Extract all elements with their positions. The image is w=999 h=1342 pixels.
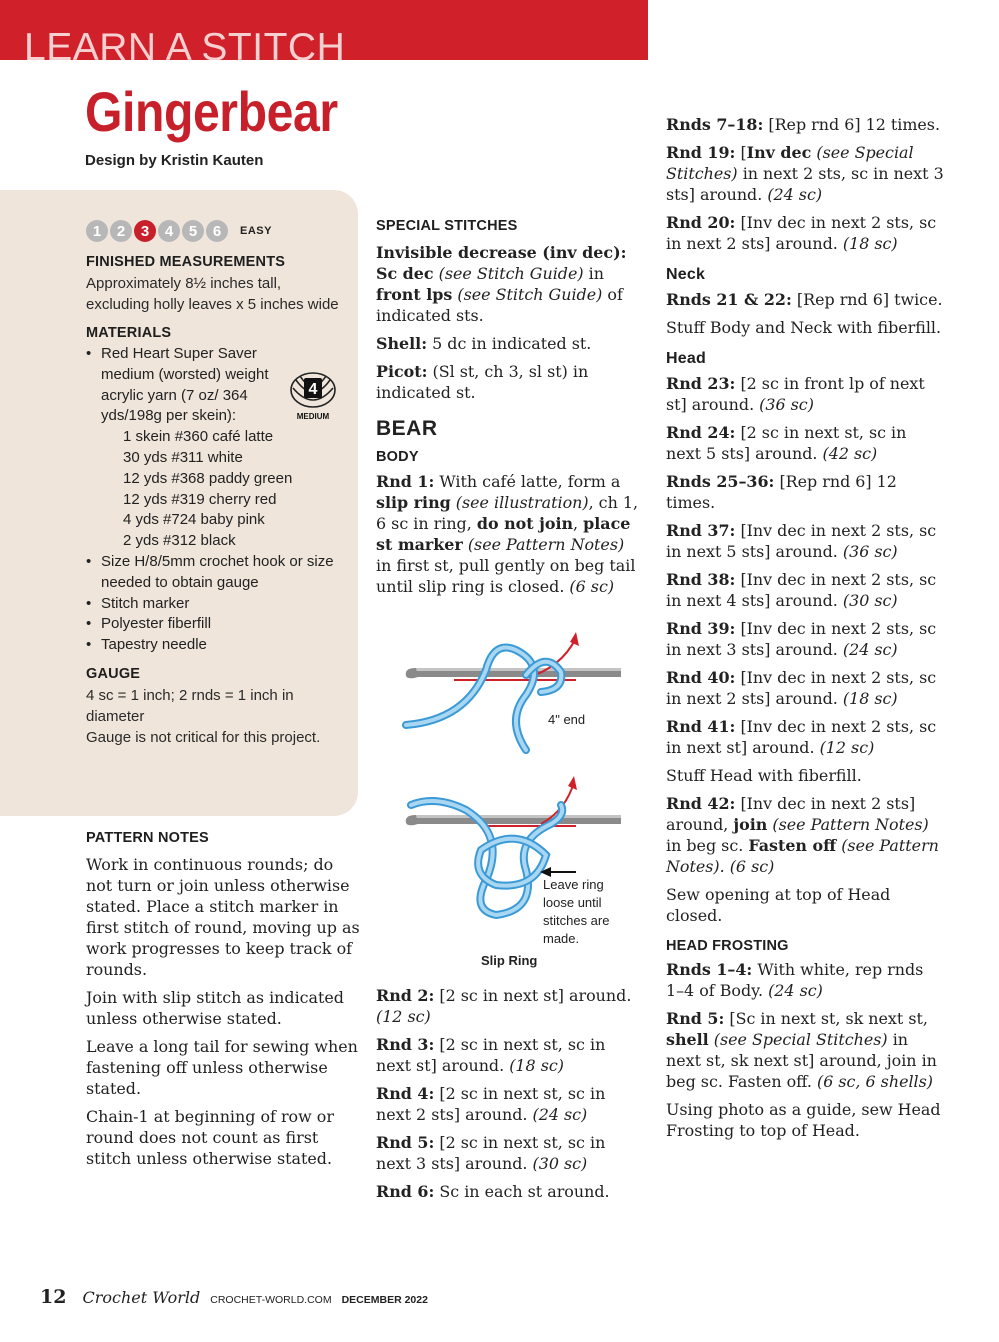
round-label: Rnds 7–18: bbox=[666, 115, 764, 134]
text: [Rep rnd 6] 12 times. bbox=[763, 115, 941, 134]
pattern-notes bbox=[86, 830, 360, 1176]
list-item: • Tapestry needle bbox=[86, 635, 348, 656]
text: [Rep rnd 6] 12 times. bbox=[666, 472, 897, 512]
frosting-rounds-1-4 bbox=[666, 959, 944, 1001]
round-37 bbox=[666, 520, 944, 562]
text: [Inv dec in next 2 sts, sc in next st] around. bbox=[666, 717, 937, 757]
round-1 bbox=[376, 471, 640, 597]
page-title: Gingerbear bbox=[85, 80, 338, 143]
website: CROCHET-WORLD.COM bbox=[210, 1294, 332, 1306]
sew-opening: Sew opening at top of Head closed. bbox=[666, 885, 891, 925]
body-heading: BODY bbox=[376, 449, 419, 465]
round-19 bbox=[666, 142, 944, 205]
text: in beg sc. bbox=[666, 836, 749, 855]
inv-dec-term: Inv dec bbox=[746, 143, 812, 162]
gauge-heading: GAUGE bbox=[86, 665, 141, 682]
frosting-round-5 bbox=[666, 1008, 944, 1092]
round-5 bbox=[376, 1132, 640, 1174]
yarn-weight-number: 4 bbox=[308, 381, 318, 398]
materials-list bbox=[86, 344, 348, 656]
page-footer bbox=[40, 1286, 428, 1308]
skill-level bbox=[86, 218, 348, 244]
round-6 bbox=[376, 1181, 640, 1202]
text: [2 sc in next st, sc in next 2 sts] around. bbox=[376, 1084, 606, 1124]
round-label: Rnd 38: bbox=[666, 570, 736, 589]
see-ref: (see Special Stitches) bbox=[666, 143, 914, 183]
stitch-count: (12 sc) bbox=[376, 1007, 431, 1026]
text: With café latte, form a bbox=[434, 472, 621, 491]
text: [2 sc in next st] around. bbox=[434, 986, 632, 1005]
list-item: 12 yds #319 cherry red bbox=[123, 490, 277, 508]
skill-level-label: EASY bbox=[240, 225, 272, 237]
header-banner bbox=[0, 0, 648, 60]
list-item: • Red Heart Super Saver medium (worsted) weight acrylic yarn (7 oz/ 364 yds/198g per skein): bbox=[86, 344, 348, 427]
place-marker-term: place st marker bbox=[376, 514, 631, 554]
skill-level-4: 4 bbox=[158, 220, 180, 242]
pattern-notes-heading: PATTERN NOTES bbox=[86, 830, 209, 846]
skill-level-1: 1 bbox=[86, 220, 108, 242]
rounds-25-36 bbox=[666, 471, 944, 513]
shell-label: Shell: bbox=[376, 334, 428, 353]
list-item: 2 yds #312 black bbox=[123, 532, 236, 550]
text: [Inv dec in next 2 sts, sc in next 4 sts] around. bbox=[666, 570, 937, 610]
round-label: Rnd 41: bbox=[666, 717, 736, 736]
special-stitches-heading: SPECIAL STITCHES bbox=[376, 218, 518, 234]
instructions-column-2 bbox=[376, 218, 640, 1209]
leave-label: loose until bbox=[543, 895, 602, 910]
round-3 bbox=[376, 1034, 640, 1076]
list-item: 12 yds #368 paddy green bbox=[123, 469, 293, 487]
leave-label: stitches are bbox=[543, 913, 610, 928]
round-40 bbox=[666, 667, 944, 709]
materials-heading: MATERIALS bbox=[86, 325, 172, 341]
see-ref: (see Pattern Notes). (6 sc) bbox=[666, 836, 939, 876]
list-item: 1 skein #360 café latte bbox=[123, 428, 274, 446]
stitch-count: (12 sc) bbox=[819, 738, 875, 757]
round-label: Rnd 23: bbox=[666, 374, 736, 393]
bear-heading: BEAR bbox=[376, 417, 438, 440]
skill-level-5: 5 bbox=[182, 220, 204, 242]
round-label: Rnd 6: bbox=[376, 1182, 435, 1201]
round-label: Rnd 37: bbox=[666, 521, 736, 540]
stitch-count: (6 sc) bbox=[569, 577, 615, 596]
sidebar-content bbox=[86, 218, 348, 748]
round-label: Rnd 5: bbox=[666, 1009, 725, 1028]
final-instruction: Using photo as a guide, sew Head Frosting to top of Head. bbox=[666, 1100, 941, 1140]
stitch-count: (24 sc) bbox=[842, 640, 898, 659]
round-label: Rnd 2: bbox=[376, 986, 435, 1005]
pattern-note: Work in continuous rounds; do not turn or join unless otherwise stated. Place a stitch marker in first stitch of round, moving up as work progresses to keep track of rounds. bbox=[86, 855, 360, 979]
round-label: Rnd 20: bbox=[666, 213, 736, 232]
stitch-count: (36 sc) bbox=[842, 542, 898, 561]
stitch-count: (18 sc) bbox=[842, 689, 898, 708]
leave-label: made. bbox=[543, 931, 580, 946]
instructions-column-3 bbox=[666, 114, 944, 1148]
gauge-note: Gauge is not critical for this project. bbox=[86, 728, 321, 746]
round-20 bbox=[666, 212, 944, 254]
shell-text: 5 dc in indicated st. bbox=[427, 334, 592, 353]
skill-level-6: 6 bbox=[206, 220, 228, 242]
round-label: Rnd 40: bbox=[666, 668, 736, 687]
slip-ring-term: slip ring bbox=[376, 493, 451, 512]
rounds-7-18 bbox=[666, 114, 944, 135]
pattern-note: Join with slip stitch as indicated unless otherwise stated. bbox=[86, 988, 344, 1028]
stitch-count: (24 sc) bbox=[532, 1105, 588, 1124]
text: in bbox=[583, 264, 604, 283]
special-stitch-picot bbox=[376, 361, 640, 403]
stitch-count: (6 sc, 6 shells) bbox=[817, 1072, 933, 1091]
text: [Inv dec in next 2 sts, sc in next 2 sts] around. bbox=[666, 668, 937, 708]
stuff-body: Stuff Body and Neck with fiberfill. bbox=[666, 318, 942, 337]
round-4 bbox=[376, 1083, 640, 1125]
finished-measurements-text: Approximately 8½ inches tall, excluding holly leaves x 5 inches wide bbox=[86, 275, 339, 313]
round-42 bbox=[666, 793, 944, 877]
inv-dec-label: Invisible decrease (inv dec): bbox=[376, 243, 627, 262]
text: in first st, pull gently on beg tail until slip ring is closed. bbox=[376, 556, 636, 596]
neck-heading: Neck bbox=[666, 266, 706, 283]
rounds-21-22 bbox=[666, 289, 944, 310]
stitch-count: (30 sc) bbox=[842, 591, 898, 610]
head-frosting-heading: HEAD FROSTING bbox=[666, 938, 789, 954]
stitch-count: (18 sc) bbox=[509, 1056, 564, 1075]
round-label: Rnd 1: bbox=[376, 472, 435, 491]
finished-measurements-heading: FINISHED MEASUREMENTS bbox=[86, 254, 286, 270]
list-item: 30 yds #311 white bbox=[123, 448, 243, 466]
pattern-note: Chain-1 at beginning of row or round does not count as first stitch unless otherwise stated. bbox=[86, 1107, 334, 1168]
round-label: Rnd 3: bbox=[376, 1035, 435, 1054]
fasten-off-term: Fasten off bbox=[748, 836, 837, 855]
slip-ring-diagram bbox=[376, 610, 640, 970]
see-ref: (see Pattern Notes) bbox=[462, 535, 625, 554]
picot-label: Picot: bbox=[376, 362, 428, 381]
round-label: Rnd 19: bbox=[666, 143, 736, 162]
stitch-count: (24 sc) bbox=[767, 185, 823, 204]
text: [2 sc in next st, sc in next 3 sts] around. bbox=[376, 1133, 606, 1173]
see-ref: (see illustration) bbox=[450, 493, 589, 512]
see-ref: (see Special Stitches) bbox=[708, 1030, 888, 1049]
skill-level-2: 2 bbox=[110, 220, 132, 242]
join-term: join bbox=[733, 815, 768, 834]
section-label: LEARN A STITCH bbox=[24, 26, 346, 60]
list-item: • Polyester fiberfill bbox=[86, 614, 348, 635]
stitch-count: (30 sc) bbox=[532, 1154, 588, 1173]
text: [2 sc in next st, sc in next st] around. bbox=[376, 1035, 606, 1075]
text: in next 2 sts, sc in next 3 sts] around. bbox=[666, 164, 944, 204]
round-label: Rnd 5: bbox=[376, 1133, 435, 1152]
round-label: Rnd 24: bbox=[666, 423, 736, 442]
text: [2 sc in next st, sc in next 5 sts] around. bbox=[666, 423, 907, 463]
text: [Inv dec in next 2 sts] around, bbox=[666, 794, 916, 834]
front-lps-label: front lps bbox=[376, 285, 453, 304]
stitch-guide-ref: (see Stitch Guide) bbox=[438, 264, 584, 283]
round-2 bbox=[376, 985, 640, 1027]
list-item: • Size H/8/5mm crochet hook or size needed to obtain gauge bbox=[86, 552, 348, 594]
pattern-note: Leave a long tail for sewing when fastening off unless otherwise stated. bbox=[86, 1037, 358, 1098]
special-stitch-inv-dec bbox=[376, 242, 640, 326]
text: [Inv dec in next 2 sts, sc in next 5 sts] around. bbox=[666, 521, 937, 561]
page-number: 12 bbox=[40, 1286, 67, 1308]
list-item: 4 yds #724 baby pink bbox=[123, 511, 265, 529]
crochet-hook-icon bbox=[406, 815, 621, 825]
text: [Rep rnd 6] twice. bbox=[791, 290, 943, 309]
stitch-count: (36 sc) bbox=[759, 395, 814, 414]
stitch-count: (42 sc) bbox=[822, 444, 878, 463]
round-label: Rnd 39: bbox=[666, 619, 736, 638]
text: [2 sc in front lp of next st] around. bbox=[666, 374, 925, 414]
stitch-count: (24 sc) bbox=[768, 981, 823, 1000]
round-label: Rnd 4: bbox=[376, 1084, 435, 1103]
round-24 bbox=[666, 422, 944, 464]
leave-label: Leave ring bbox=[543, 877, 604, 892]
text: [Sc in next st, sk next st, bbox=[724, 1009, 928, 1028]
diagram-caption: Slip Ring bbox=[481, 953, 538, 968]
list-item: • Stitch marker bbox=[86, 594, 348, 615]
head-heading: Head bbox=[666, 350, 706, 367]
do-not-join-term: do not join bbox=[476, 514, 574, 533]
text: [ bbox=[735, 143, 747, 162]
crochet-hook-icon bbox=[406, 668, 621, 678]
special-stitch-shell bbox=[376, 333, 640, 354]
sc-dec-label: Sc dec bbox=[376, 264, 434, 283]
text: [Inv dec in next 2 sts, sc in next 3 sts] around. bbox=[666, 619, 937, 659]
picot-text: (Sl st, ch 3, sl st) in indicated st. bbox=[376, 362, 589, 402]
round-39 bbox=[666, 618, 944, 660]
round-label: Rnd 42: bbox=[666, 794, 736, 813]
stuff-head: Stuff Head with fiberfill. bbox=[666, 766, 862, 785]
round-41 bbox=[666, 716, 944, 758]
round-label: Rnds 1–4: bbox=[666, 960, 753, 979]
magazine-name: Crochet World bbox=[82, 1288, 201, 1307]
end-label: 4" end bbox=[548, 712, 586, 727]
text: , ch 1, 6 sc in ring, bbox=[376, 493, 639, 533]
text: Sc in each st around. bbox=[434, 1182, 610, 1201]
stitch-count: (18 sc) bbox=[842, 234, 898, 253]
gauge-text: 4 sc = 1 inch; 2 rnds = 1 inch in diameter bbox=[86, 686, 294, 725]
text: of indicated sts. bbox=[376, 285, 623, 325]
shell-term: shell bbox=[666, 1030, 709, 1049]
round-label: Rnds 21 & 22: bbox=[666, 290, 792, 309]
yarn-weight-label: MEDIUM bbox=[296, 412, 330, 421]
see-ref: (see Pattern Notes) bbox=[767, 815, 929, 834]
byline: Design by Kristin Kauten bbox=[85, 152, 264, 169]
round-label: Rnds 25–36: bbox=[666, 472, 775, 491]
round-38 bbox=[666, 569, 944, 611]
skill-level-3-selected: 3 bbox=[134, 220, 156, 242]
text: , bbox=[573, 514, 584, 533]
text: With white, rep rnds 1–4 of Body. bbox=[666, 960, 924, 1000]
round-23 bbox=[666, 373, 944, 415]
text: in next st, sk next st] around, join in beg sc. Fasten off. bbox=[666, 1030, 937, 1091]
text: [Inv dec in next 2 sts, sc in next 2 sts] around. bbox=[666, 213, 937, 253]
issue-date: DECEMBER 2022 bbox=[341, 1294, 428, 1306]
stitch-guide-ref: (see Stitch Guide) bbox=[457, 285, 603, 304]
